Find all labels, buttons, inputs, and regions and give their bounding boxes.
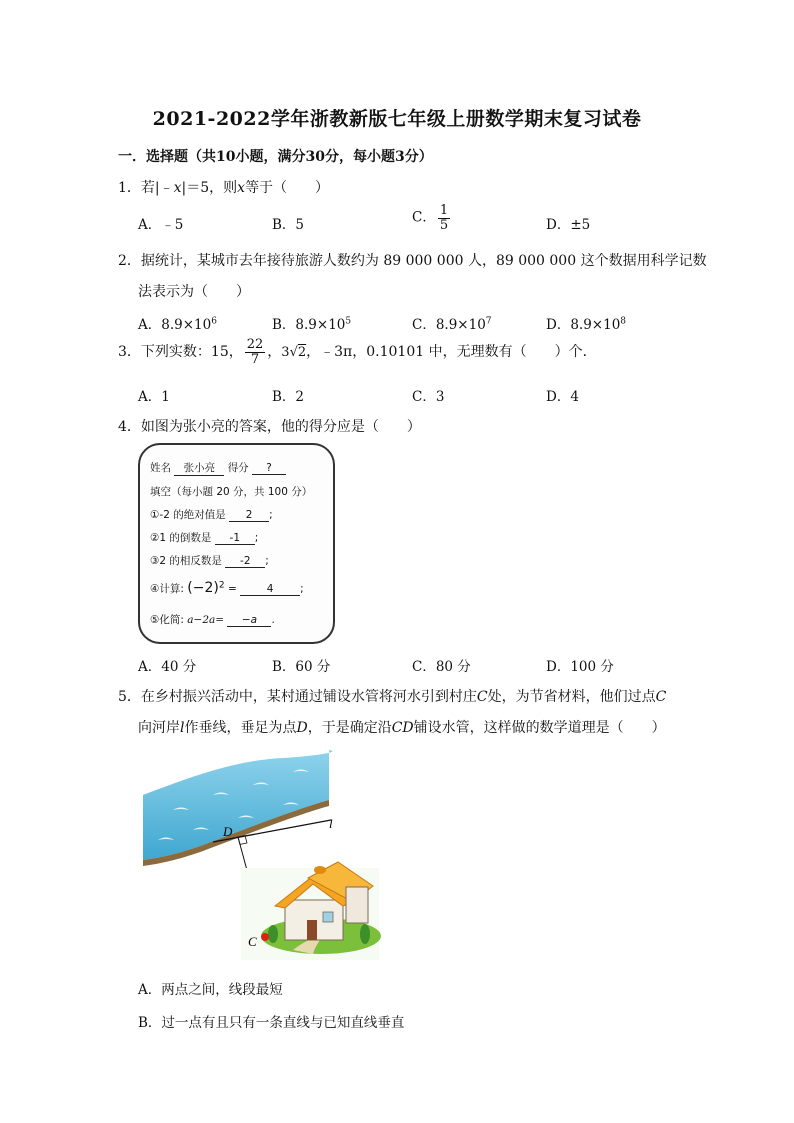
card-l4-eq: =	[227, 583, 237, 595]
tree-right	[360, 924, 370, 944]
q5-l1a: 5．在乡村振兴活动中，某村通过铺设水管将河水引到村庄	[118, 689, 477, 705]
q3-suffix: ，﹣3π，0.10101 中，无理数有（ ）个．	[306, 344, 597, 361]
card-l4: ④计算:	[150, 583, 184, 595]
q3-option-c: C．3	[412, 389, 445, 405]
q2-option-a	[138, 313, 217, 333]
card-score-value: ?	[252, 462, 286, 475]
question-5-line1	[118, 686, 666, 706]
card-l5: ⑤化简:	[150, 614, 184, 626]
fraction-numerator: 1	[439, 203, 449, 218]
q2-a-base: A．8.9×10	[138, 317, 212, 333]
q2-option-c	[412, 313, 492, 333]
question-2-line2: 法表示为（ ）	[138, 284, 250, 300]
q1-var: x	[173, 180, 182, 196]
card-line-1: ①-2 的绝对值是 2 ;	[150, 509, 273, 521]
q2-d-exp: 8	[620, 316, 627, 327]
card-l3: ③2 的相反数是	[150, 555, 222, 567]
section-heading: 一．选择题（共10小题，满分30分，每小题3分）	[118, 149, 433, 165]
house-side	[346, 887, 368, 923]
river-house-figure	[143, 750, 383, 965]
card-a4: 4	[240, 583, 300, 596]
q1-prefix: 1．若|﹣	[118, 180, 174, 196]
q1-option-a: A．﹣5	[138, 217, 184, 233]
answer-card-figure	[138, 443, 335, 644]
q2-option-b	[272, 313, 351, 333]
card-l4-exp: 2	[218, 580, 225, 591]
q3-sep: ，	[267, 344, 282, 361]
question-1-stem	[118, 177, 329, 197]
card-l5-expr: a−2a=	[187, 614, 225, 626]
q5-l2-l: l	[180, 720, 185, 736]
card-line-3: ③2 的相反数是 -2 ;	[150, 555, 269, 567]
chimney-top	[314, 866, 326, 874]
page-title: 2021-2022学年浙教新版七年级上册数学期末复习试卷	[152, 108, 642, 130]
card-line-4: ④计算: $(-2)^2 = 4$ ;	[150, 580, 304, 596]
q1-option-d: D．±5	[546, 217, 591, 233]
q1-var2: x	[237, 180, 246, 196]
point-C	[261, 933, 269, 941]
q4-option-c: C．80 分	[412, 659, 471, 675]
q3-cube-root: 3√2	[281, 345, 307, 361]
q2-c-base: C．8.9×10	[412, 317, 486, 333]
q1-suffix: 等于（ ）	[245, 180, 330, 196]
q1-option-c	[412, 204, 452, 232]
card-heading: 填空（每小题 20 分，共 100 分）	[150, 486, 313, 498]
card-l4-expr: (−2)	[187, 580, 219, 596]
house-door	[307, 920, 317, 940]
q1-option-c-label: C．	[412, 209, 436, 226]
question-4-stem: 4．如图为张小亮的答案，他的得分应是（ ）	[118, 419, 421, 435]
q3-fraction	[245, 338, 266, 366]
card-line-2: ②1 的倒数是 -1 ;	[150, 532, 259, 544]
fraction-denominator: 5	[439, 217, 449, 233]
q5-l2d: 铺设水管，这样做的数学道理是（ ）	[413, 720, 666, 736]
q2-b-exp: 5	[345, 316, 352, 327]
q5-l2-CD: CD	[391, 720, 414, 736]
fraction-denominator: 7	[250, 351, 260, 367]
root-index: 3	[281, 345, 290, 361]
card-l1: ①-2 的绝对值是	[150, 509, 226, 521]
card-line-5: ⑤化简: a−2a= −a .	[150, 614, 275, 626]
house-window	[323, 912, 333, 922]
q5-l1-C2: C	[655, 689, 667, 705]
q1-option-b: B．5	[272, 217, 305, 233]
tree-left	[268, 925, 278, 943]
q5-option-a: A．两点之间，线段最短	[138, 982, 283, 998]
card-a5: −a	[227, 614, 271, 627]
question-3-stem	[118, 338, 597, 366]
q4-option-b: B．60 分	[272, 659, 331, 675]
q2-option-d	[546, 313, 626, 333]
fraction-numerator: 22	[246, 337, 264, 352]
q4-option-d: D．100 分	[546, 659, 614, 675]
question-5-line2	[138, 717, 666, 737]
q5-l2b: 作垂线，垂足为点	[184, 720, 297, 736]
q1-option-c-fraction	[438, 204, 450, 232]
q1-mid: |＝5，则	[181, 180, 238, 196]
card-l2: ②1 的倒数是	[150, 532, 212, 544]
q3-option-d: D．4	[546, 389, 579, 405]
label-l: l	[329, 816, 333, 831]
card-score-label: 得分	[227, 462, 249, 474]
label-C: C	[248, 934, 257, 949]
q2-d-base: D．8.9×10	[546, 317, 621, 333]
q5-l2c: ，于是确定沿	[307, 720, 392, 736]
q5-l1-C: C	[476, 689, 488, 705]
q5-l1b: 处，为节省材料，他们过点	[487, 689, 656, 705]
q5-l2a: 向河岸	[138, 720, 180, 736]
card-name-label: 姓名	[150, 462, 171, 474]
q4-option-a: A．40 分	[138, 659, 197, 675]
q5-option-b: B．过一点有且只有一条直线与已知直线垂直	[138, 1015, 405, 1031]
label-D: D	[223, 824, 233, 839]
q3-option-a: A．1	[138, 389, 170, 405]
card-a2: -1	[215, 532, 255, 545]
q2-c-exp: 7	[485, 316, 492, 327]
river-water	[143, 750, 333, 860]
q3-option-b: B．2	[272, 389, 305, 405]
card-name-row	[150, 460, 286, 476]
q2-b-base: B．8.9×10	[272, 317, 346, 333]
card-name-value: 张小亮	[174, 460, 224, 476]
question-2-line1: 2．据统计，某城市去年接待旅游人数约为 89 000 000 人，89 000 000 这个数据用科学记数	[118, 253, 707, 269]
q3-prefix: 3．下列实数：15，	[118, 344, 243, 361]
card-a1: 2	[229, 509, 269, 522]
card-a3: -2	[225, 555, 265, 568]
q5-l2-D: D	[296, 720, 308, 736]
q2-a-exp: 6	[211, 316, 217, 327]
root-body: 2	[297, 345, 307, 361]
